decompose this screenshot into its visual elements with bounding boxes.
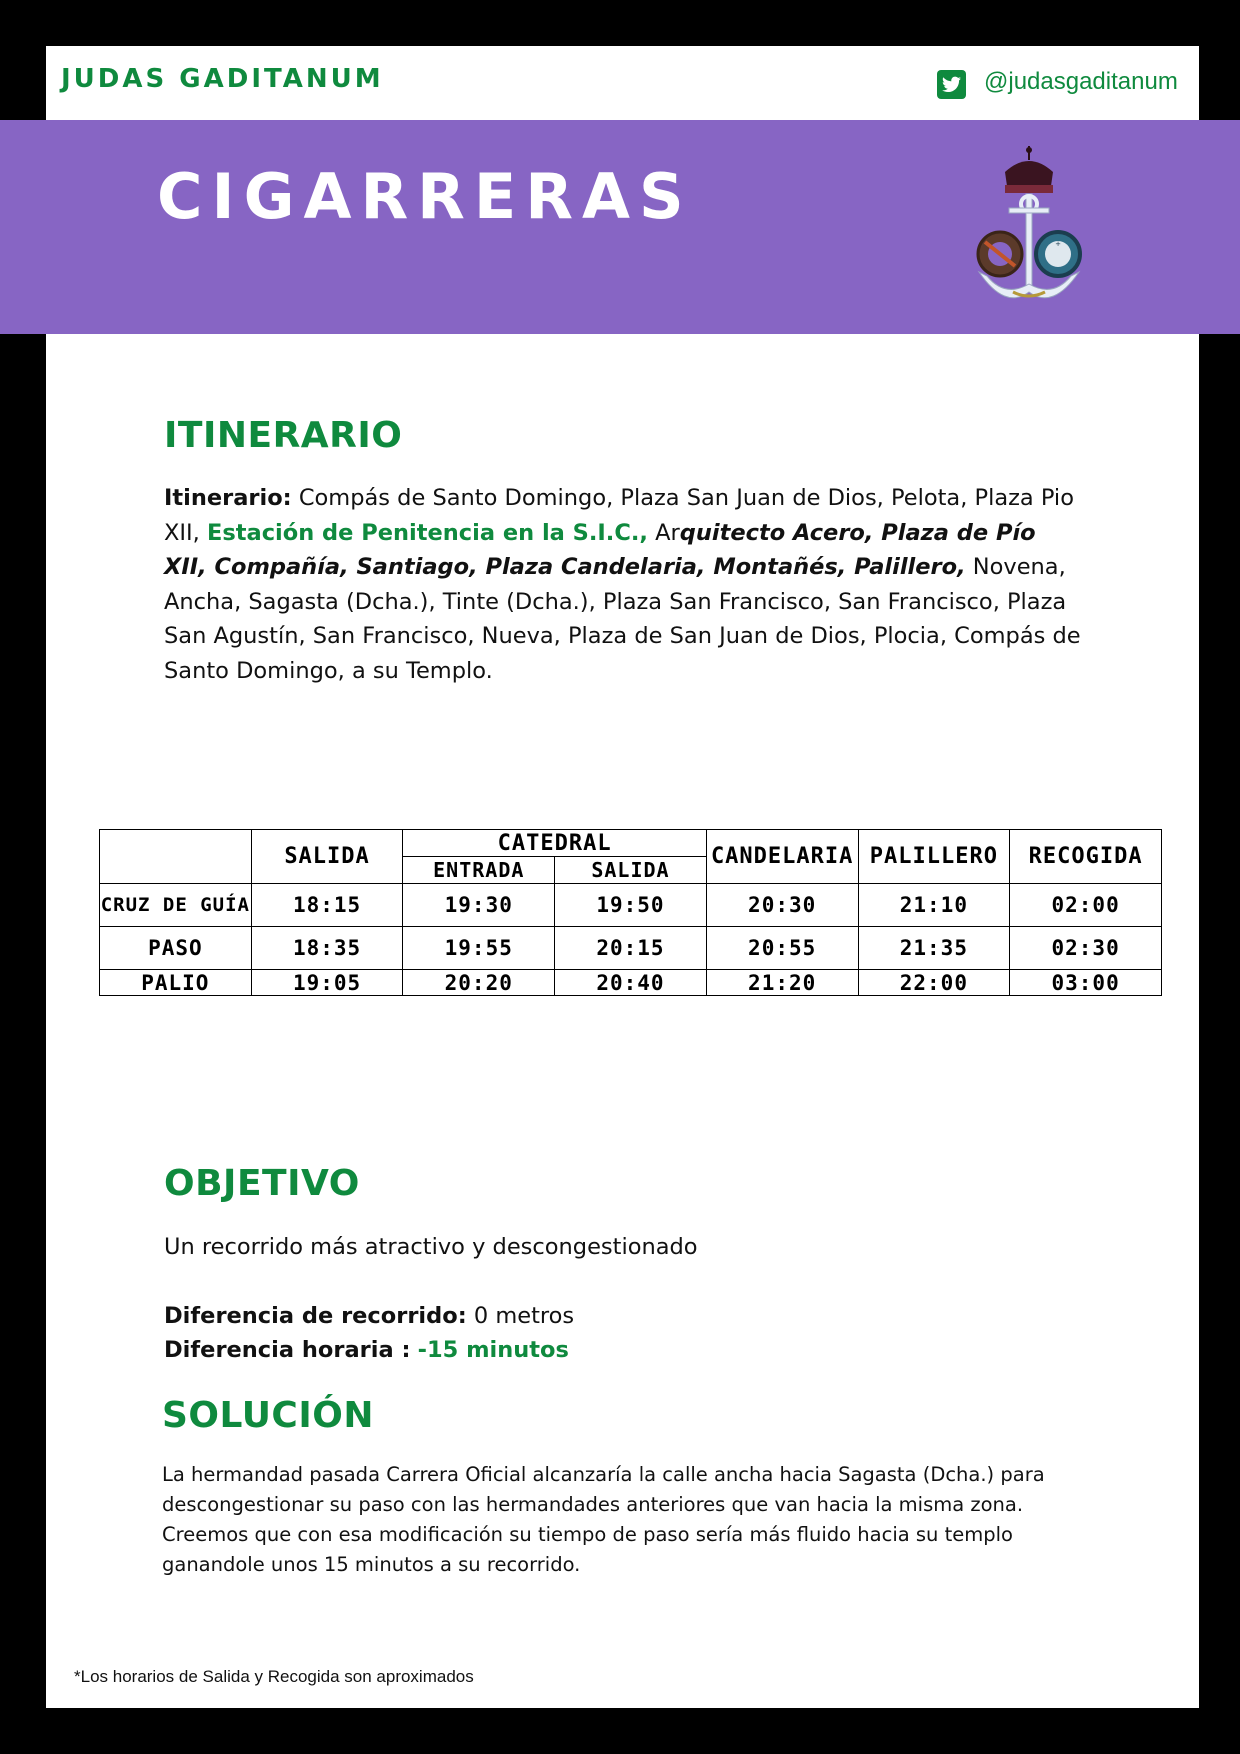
table-cell: 19:55 [403, 927, 555, 970]
table-cell: 21:20 [706, 970, 858, 996]
table-cell: 20:55 [706, 927, 858, 970]
solucion-text: La hermandad pasada Carrera Oficial alcanzaría la calle ancha hacia Sagasta (Dcha.) para descongestionar su paso con las hermandades anteriores que van hacia la misma zona. Creemos que con esa modificación su tiempo de paso sería más fluido hacia su templo ganandole unos 15 minutos a su recorrido. [162, 1463, 1045, 1576]
svg-text:+: + [1055, 240, 1061, 248]
table-cell: 02:00 [1010, 884, 1162, 927]
col-candelaria: CANDELARIA [706, 830, 858, 884]
itinerario-part3: Novena, Ancha, Sagasta (Dcha.), Tinte (Dcha.), Plaza San Francisco, San Francisco, Plaza San Agustín, San Francisco, Nueva, Plaza de San Juan de Dios, Plocia, Compás de Santo Domingo, a su Templo. [164, 554, 1081, 684]
table-cell: 21:10 [858, 884, 1010, 927]
table-cell: 20:40 [555, 970, 707, 996]
itinerario-label: Itinerario: [164, 485, 292, 511]
carrera-oficial-streets: quitecto Acero, Plaza de Pío XII, Compañía, Santiago, Plaza Candelaria, Montañés, Palillero, [164, 519, 1036, 580]
table-cell: 18:15 [251, 884, 403, 927]
table-cell: 18:35 [251, 927, 403, 970]
col-recogida: RECOGIDA [1010, 830, 1162, 884]
page-title: CIGARRERAS [157, 160, 693, 233]
row-label: CRUZ DE GUÍA [100, 884, 252, 927]
objetivo-text: Un recorrido más atractivo y descongestionado [164, 1234, 698, 1260]
footnote: *Los horarios de Salida y Recogida son aproximados [74, 1667, 474, 1686]
twitter-icon[interactable] [937, 70, 966, 99]
itinerario-part1: Compás de Santo Domingo, Plaza San Juan de Dios, Pelota, Plaza Pio XII, [164, 485, 1074, 546]
table-cell: 20:20 [403, 970, 555, 996]
itinerario-heading: ITINERARIO [164, 415, 403, 456]
table-cell: 03:00 [1010, 970, 1162, 996]
table-cell: 19:30 [403, 884, 555, 927]
table-cell: 21:35 [858, 927, 1010, 970]
table-cell: 19:05 [251, 970, 403, 996]
diferencia-recorrido-label: Diferencia de recorrido: [164, 1303, 467, 1329]
solucion-heading: SOLUCIÓN [162, 1395, 374, 1436]
row-label: PALIO [100, 970, 252, 996]
table-cell: 19:50 [555, 884, 707, 927]
diferencia-recorrido [164, 1299, 574, 1334]
diferencia-horaria-label: Diferencia horaria : [164, 1337, 411, 1363]
objetivo-heading: OBJETIVO [164, 1163, 360, 1204]
col-salida: SALIDA [251, 830, 403, 884]
col-catedral-salida: SALIDA [555, 857, 707, 884]
brand-name: JUDAS GADITANUM [61, 64, 384, 94]
table-cell: 20:15 [555, 927, 707, 970]
brotherhood-crest-icon [965, 142, 1093, 312]
col-palillero: PALILLERO [858, 830, 1010, 884]
table-cell: 02:30 [1010, 927, 1162, 970]
diferencia-recorrido-value: 0 metros [466, 1303, 575, 1329]
corner-cell [100, 830, 252, 884]
schedule-table [99, 829, 1162, 996]
estacion-penitencia: Estación de Penitencia en la S.I.C., [207, 519, 648, 546]
table-row [100, 970, 1162, 996]
row-label: PASO [100, 927, 252, 970]
itinerario-text [164, 481, 1084, 688]
diferencia-horaria-value: -15 minutos [417, 1337, 569, 1363]
table-row [100, 927, 1162, 970]
diferencia-horaria [164, 1333, 569, 1368]
col-catedral: CATEDRAL [403, 830, 706, 857]
table-row [100, 884, 1162, 927]
table-cell: 20:30 [706, 884, 858, 927]
twitter-handle[interactable]: @judasgaditanum [984, 68, 1178, 95]
itinerario-part2: Ar [647, 519, 680, 546]
table-cell: 22:00 [858, 970, 1010, 996]
col-catedral-entrada: ENTRADA [403, 857, 555, 884]
